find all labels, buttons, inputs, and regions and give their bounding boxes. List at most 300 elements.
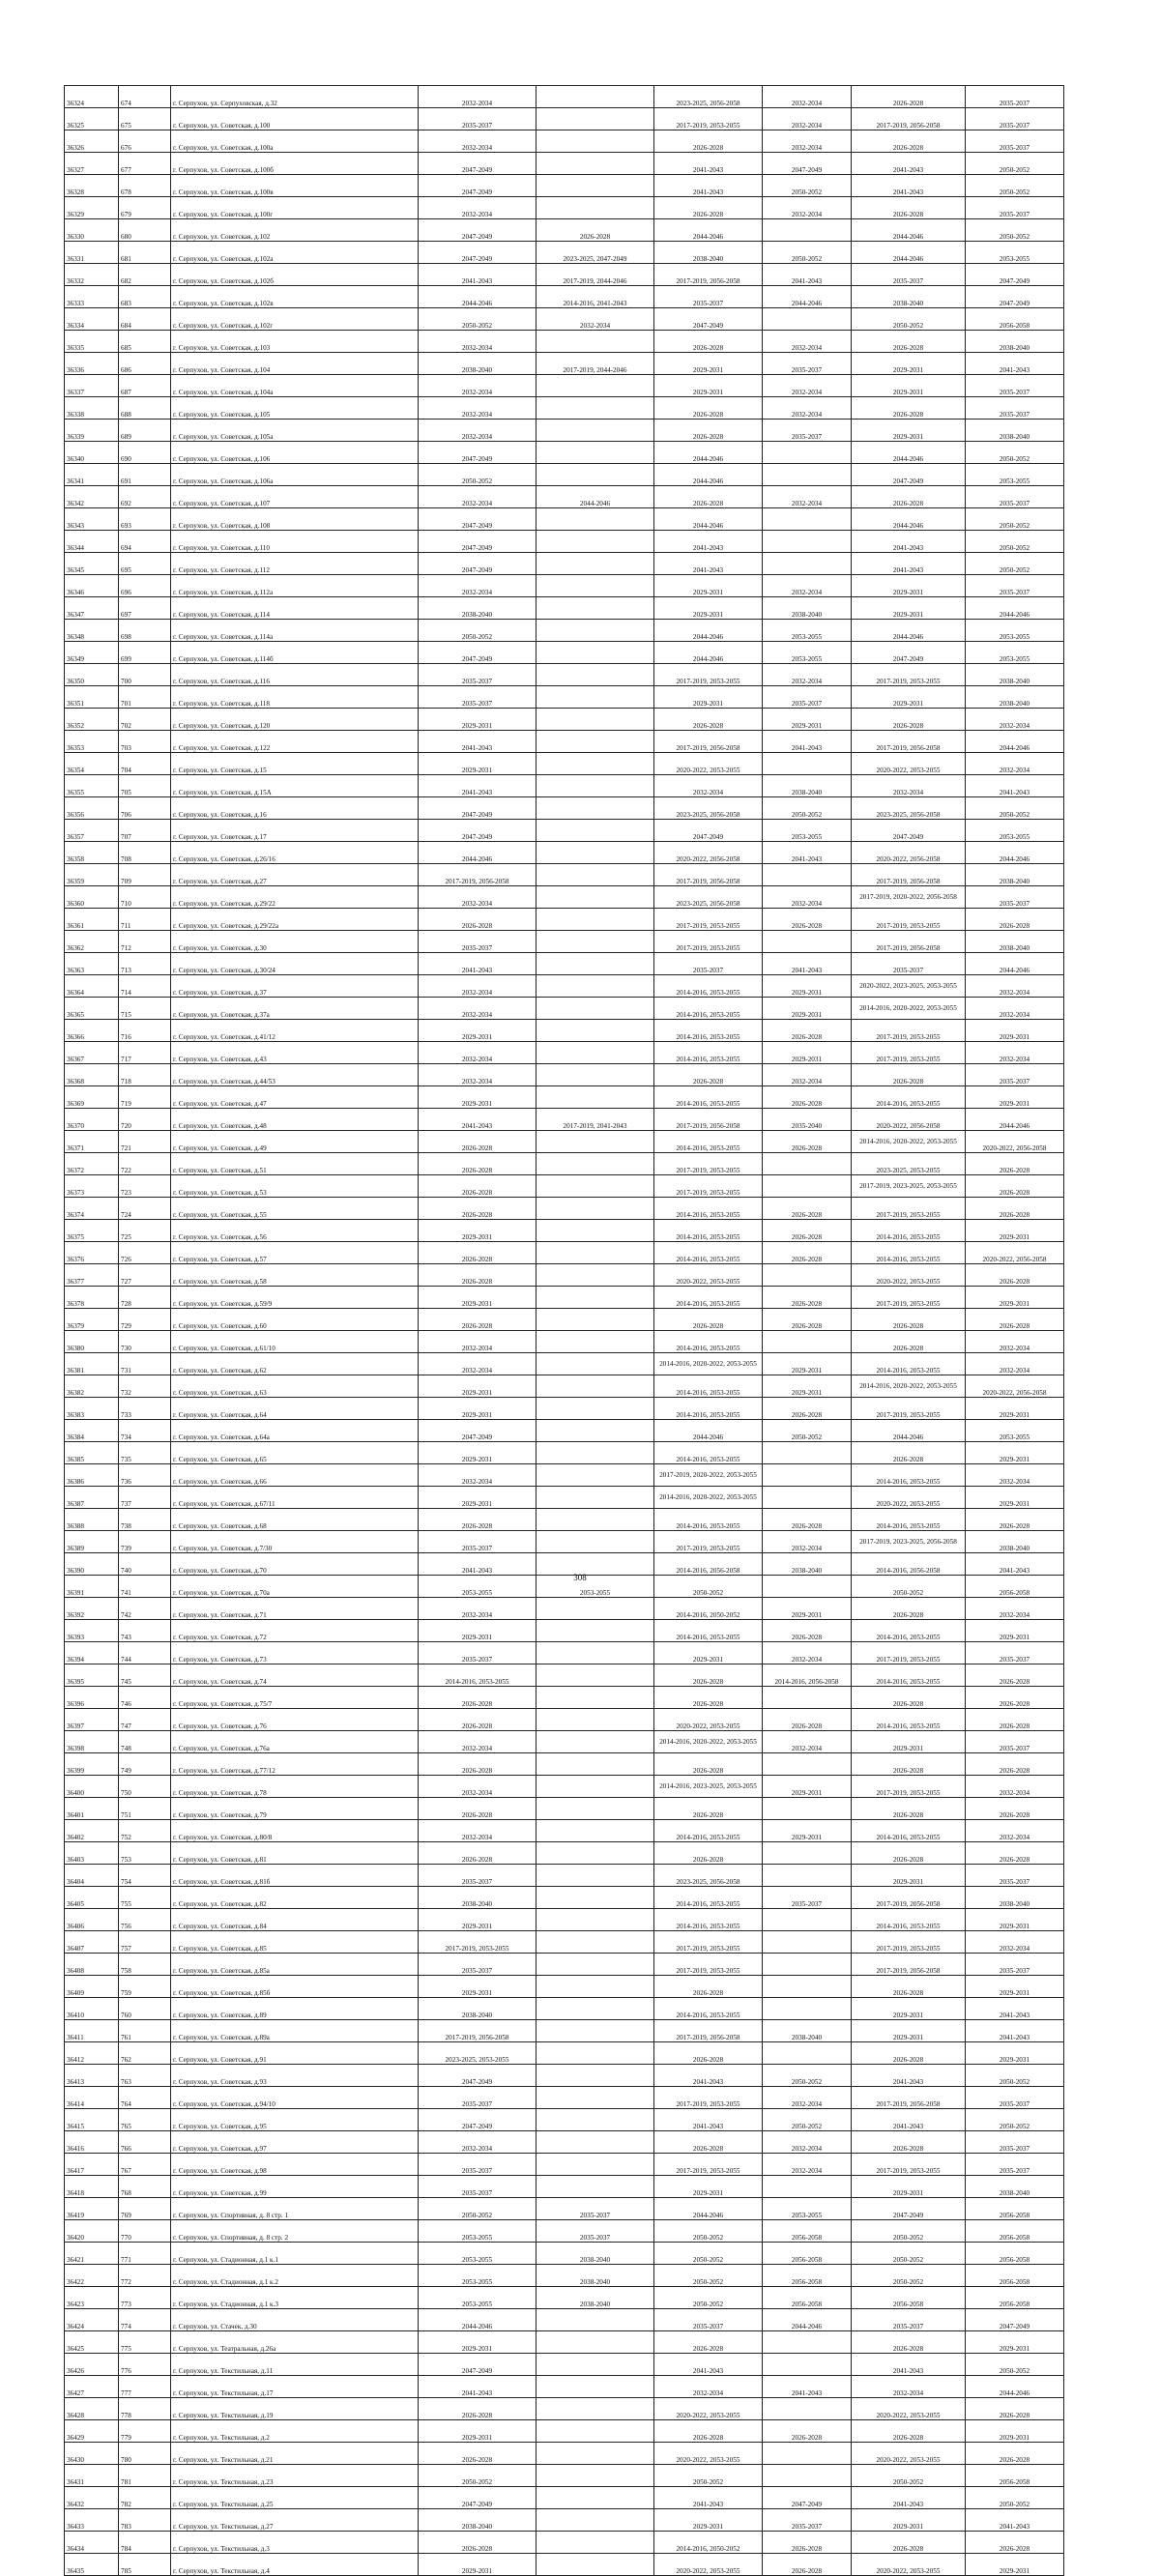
cell-row-id: 36379	[65, 1309, 119, 1331]
cell-period-3: 2029-2031	[654, 686, 763, 709]
cell-period-1: 2038-2040	[419, 1998, 536, 2020]
cell-item-number: 706	[119, 797, 171, 820]
cell-item-number: 688	[119, 397, 171, 420]
cell-item-number: 681	[119, 242, 171, 264]
cell-row-id: 36356	[65, 797, 119, 820]
cell-period-1: 2050-2052	[419, 308, 536, 331]
cell-address: г. Серпухов, ул. Советская, д.29/22	[171, 886, 419, 909]
cell-row-id: 36414	[65, 2087, 119, 2109]
cell-period-5: 2020-2022, 2053-2055	[852, 1487, 966, 1509]
cell-item-number: 702	[119, 709, 171, 731]
cell-period-2	[536, 575, 654, 597]
cell-period-2: 2038-2040	[536, 2243, 654, 2265]
cell-period-1: 2035-2037	[419, 1531, 536, 1553]
cell-period-6: 2029-2031	[966, 1620, 1064, 1642]
cell-period-6: 2038-2040	[966, 664, 1064, 686]
cell-period-3: 2026-2028	[654, 1664, 763, 1687]
cell-period-6: 2032-2034	[966, 1042, 1064, 1064]
cell-period-6: 2056-2058	[966, 2465, 1064, 2487]
cell-period-1: 2038-2040	[419, 597, 536, 620]
cell-period-3: 2014-2016, 2053-2055	[654, 1398, 763, 1420]
cell-period-1: 2047-2049	[419, 242, 536, 264]
cell-period-2	[536, 2354, 654, 2376]
cell-period-3: 2014-2016, 2053-2055	[654, 975, 763, 998]
cell-item-number: 743	[119, 1620, 171, 1642]
cell-row-id: 36385	[65, 1442, 119, 1464]
cell-period-4: 2026-2028	[763, 1198, 852, 1220]
cell-item-number: 745	[119, 1664, 171, 1687]
cell-period-2	[536, 1487, 654, 1509]
cell-period-3: 2044-2046	[654, 2198, 763, 2220]
table-row	[65, 508, 1064, 531]
cell-period-2	[536, 709, 654, 731]
cell-period-1: 2032-2034	[419, 1331, 536, 1353]
cell-row-id: 36373	[65, 1175, 119, 1198]
cell-period-5: 2026-2028	[852, 197, 966, 219]
cell-item-number: 763	[119, 2065, 171, 2087]
cell-period-1: 2026-2028	[419, 1687, 536, 1709]
cell-period-1: 2032-2034	[419, 1064, 536, 1086]
cell-address: г. Серпухов, ул. Спортивная, д. 8 стр. 1	[171, 2198, 419, 2220]
table-row	[65, 2065, 1064, 2087]
cell-item-number: 719	[119, 1086, 171, 1109]
cell-address: г. Серпухов, ул. Советская, д.98	[171, 2154, 419, 2176]
cell-period-3: 2023-2025, 2056-2058	[654, 86, 763, 108]
cell-row-id: 36391	[65, 1576, 119, 1598]
cell-period-2: 2023-2025, 2047-2049	[536, 242, 654, 264]
table-row	[65, 2176, 1064, 2198]
cell-address: г. Серпухов, ул. Советская, д.44/53	[171, 1064, 419, 1086]
cell-period-4: 2026-2028	[763, 1287, 852, 1309]
cell-period-2	[536, 1842, 654, 1865]
cell-period-5: 2026-2028	[852, 1331, 966, 1353]
schedule-table	[64, 85, 1064, 2576]
cell-period-4: 2047-2049	[763, 153, 852, 175]
cell-period-1: 2029-2031	[419, 1086, 536, 1109]
cell-row-id: 36334	[65, 308, 119, 331]
cell-item-number: 748	[119, 1731, 171, 1753]
cell-period-5: 2026-2028	[852, 2420, 966, 2443]
cell-address: г. Серпухов, ул. Советская, д.122	[171, 731, 419, 753]
cell-period-5: 2032-2034	[852, 2376, 966, 2398]
cell-period-5: 2014-2016, 2053-2055	[852, 1242, 966, 1264]
cell-period-5: 2014-2016, 2056-2058	[852, 1553, 966, 1576]
cell-period-6: 2056-2058	[966, 2198, 1064, 2220]
cell-item-number: 744	[119, 1642, 171, 1664]
cell-period-2	[536, 553, 654, 575]
cell-period-5: 2017-2019, 2053-2055	[852, 1042, 966, 1064]
cell-period-5: 2017-2019, 2053-2055	[852, 1931, 966, 1954]
cell-period-2	[536, 464, 654, 486]
cell-row-id: 36417	[65, 2154, 119, 2176]
cell-period-2	[536, 375, 654, 397]
cell-item-number: 727	[119, 1264, 171, 1287]
cell-period-2: 2038-2040	[536, 2287, 654, 2309]
cell-period-4: 2032-2034	[763, 2131, 852, 2154]
cell-period-5: 2038-2040	[852, 286, 966, 308]
cell-period-5: 2044-2046	[852, 620, 966, 642]
cell-period-3: 2014-2016, 2020-2022, 2053-2055	[654, 1353, 763, 1375]
cell-period-1: 2041-2043	[419, 775, 536, 797]
cell-address: г. Серпухов, ул. Советская, д.106а	[171, 464, 419, 486]
cell-period-2: 2053-2055	[536, 1576, 654, 1598]
cell-period-3: 2017-2019, 2020-2022, 2053-2055	[654, 1464, 763, 1487]
cell-item-number: 678	[119, 175, 171, 197]
cell-period-6: 2050-2052	[966, 2065, 1064, 2087]
cell-address: г. Серпухов, ул. Стадионная, д.1 к.3	[171, 2287, 419, 2309]
table-row	[65, 353, 1064, 375]
cell-period-5: 2029-2031	[852, 375, 966, 397]
cell-period-3: 2014-2016, 2053-2055	[654, 1020, 763, 1042]
cell-period-6: 2044-2046	[966, 597, 1064, 620]
cell-item-number: 779	[119, 2420, 171, 2443]
cell-item-number: 676	[119, 130, 171, 153]
cell-period-3: 2035-2037	[654, 2309, 763, 2331]
cell-period-1: 2026-2028	[419, 2443, 536, 2465]
cell-period-4: 2035-2040	[763, 1109, 852, 1131]
table-row	[65, 1020, 1064, 1042]
cell-period-5: 2017-2019, 2056-2058	[852, 1887, 966, 1909]
cell-address: г. Серпухов, ул. Советская, д.102в	[171, 286, 419, 308]
cell-address: г. Серпухов, ул. Советская, д.100в	[171, 175, 419, 197]
cell-period-3: 2050-2052	[654, 2243, 763, 2265]
cell-period-3: 2014-2016, 2053-2055	[654, 1998, 763, 2020]
table-row	[65, 2131, 1064, 2154]
cell-period-4: 2029-2031	[763, 1820, 852, 1842]
cell-period-2	[536, 953, 654, 975]
cell-period-5: 2026-2028	[852, 130, 966, 153]
table-row	[65, 1531, 1064, 1553]
table-row	[65, 2465, 1064, 2487]
cell-period-2	[536, 1309, 654, 1331]
table-row	[65, 664, 1064, 686]
cell-period-6: 2050-2052	[966, 2487, 1064, 2509]
cell-period-1: 2029-2031	[419, 1398, 536, 1420]
cell-period-4: 2032-2034	[763, 2087, 852, 2109]
cell-item-number: 725	[119, 1220, 171, 1242]
cell-row-id: 36359	[65, 864, 119, 886]
cell-period-4: 2041-2043	[763, 842, 852, 864]
cell-period-5: 2041-2043	[852, 553, 966, 575]
cell-period-4: 2050-2052	[763, 242, 852, 264]
cell-period-2	[536, 731, 654, 753]
cell-row-id: 36344	[65, 531, 119, 553]
cell-address: г. Серпухов, ул. Советская, д.53	[171, 1175, 419, 1198]
cell-period-3: 2044-2046	[654, 464, 763, 486]
cell-period-2	[536, 175, 654, 197]
cell-period-4	[763, 1753, 852, 1776]
cell-period-2	[536, 508, 654, 531]
cell-row-id: 36411	[65, 2020, 119, 2042]
cell-item-number: 703	[119, 731, 171, 753]
cell-row-id: 36369	[65, 1086, 119, 1109]
table-row	[65, 686, 1064, 709]
cell-item-number: 761	[119, 2020, 171, 2042]
table-row	[65, 331, 1064, 353]
cell-period-5: 2029-2031	[852, 2509, 966, 2532]
cell-item-number: 694	[119, 531, 171, 553]
table-row	[65, 842, 1064, 864]
cell-period-3: 2014-2016, 2050-2052	[654, 2532, 763, 2554]
cell-period-1: 2032-2034	[419, 975, 536, 998]
cell-row-id: 36401	[65, 1798, 119, 1820]
cell-period-4: 2053-2055	[763, 620, 852, 642]
cell-period-1: 2026-2028	[419, 1198, 536, 1220]
cell-row-id: 36351	[65, 686, 119, 709]
cell-row-id: 36386	[65, 1464, 119, 1487]
cell-period-6: 2032-2034	[966, 998, 1064, 1020]
cell-period-6: 2035-2037	[966, 575, 1064, 597]
cell-period-5: 2020-2022, 2053-2055	[852, 753, 966, 775]
cell-period-5: 2041-2043	[852, 2065, 966, 2087]
cell-address: г. Серпухов, ул. Советская, д.64	[171, 1398, 419, 1420]
cell-period-4	[763, 1954, 852, 1976]
cell-row-id: 36342	[65, 486, 119, 508]
table-row	[65, 1242, 1064, 1264]
cell-item-number: 759	[119, 1976, 171, 1998]
cell-item-number: 701	[119, 686, 171, 709]
cell-period-1: 2032-2034	[419, 2131, 536, 2154]
table-row	[65, 1375, 1064, 1398]
cell-item-number: 677	[119, 153, 171, 175]
cell-item-number: 781	[119, 2465, 171, 2487]
cell-period-4	[763, 1909, 852, 1931]
cell-address: г. Серпухов, ул. Советская, д.107	[171, 486, 419, 508]
cell-period-2: 2014-2016, 2041-2043	[536, 286, 654, 308]
cell-period-3: 2035-2037	[654, 286, 763, 308]
cell-row-id: 36332	[65, 264, 119, 286]
cell-address: г. Серпухов, ул. Советская, д.102б	[171, 264, 419, 286]
cell-item-number: 686	[119, 353, 171, 375]
cell-period-6: 2038-2040	[966, 2176, 1064, 2198]
cell-period-6: 2041-2043	[966, 2509, 1064, 2532]
cell-row-id: 36412	[65, 2042, 119, 2065]
cell-item-number: 747	[119, 1709, 171, 1731]
cell-period-4: 2026-2028	[763, 1242, 852, 1264]
cell-period-6: 2056-2058	[966, 2220, 1064, 2243]
cell-period-3: 2041-2043	[654, 531, 763, 553]
cell-period-3: 2026-2028	[654, 197, 763, 219]
cell-period-6: 2056-2058	[966, 2287, 1064, 2309]
table-row	[65, 1887, 1064, 1909]
cell-address: г. Серпухов, ул. Советская, д.103	[171, 331, 419, 353]
table-row	[65, 1931, 1064, 1954]
cell-period-4	[763, 508, 852, 531]
cell-period-4	[763, 531, 852, 553]
cell-period-1: 2038-2040	[419, 2509, 536, 2532]
cell-period-5: 2014-2016, 2053-2055	[852, 1220, 966, 1242]
cell-period-2	[536, 2042, 654, 2065]
cell-item-number: 717	[119, 1042, 171, 1064]
cell-period-5: 2017-2019, 2056-2058	[852, 108, 966, 130]
cell-item-number: 751	[119, 1798, 171, 1820]
cell-item-number: 757	[119, 1931, 171, 1954]
cell-period-4	[763, 553, 852, 575]
cell-period-4: 2038-2040	[763, 597, 852, 620]
cell-period-2	[536, 1175, 654, 1198]
cell-period-3: 2026-2028	[654, 2131, 763, 2154]
cell-item-number: 755	[119, 1887, 171, 1909]
cell-period-2: 2017-2019, 2044-2046	[536, 264, 654, 286]
cell-row-id: 36366	[65, 1020, 119, 1042]
table-row	[65, 219, 1064, 242]
cell-period-1: 2035-2037	[419, 108, 536, 130]
cell-item-number: 680	[119, 219, 171, 242]
cell-period-5: 2050-2052	[852, 2243, 966, 2265]
table-row	[65, 797, 1064, 820]
cell-period-1: 2026-2028	[419, 1175, 536, 1198]
cell-period-2	[536, 2309, 654, 2331]
cell-period-2	[536, 1531, 654, 1553]
cell-period-4: 2026-2028	[763, 909, 852, 931]
cell-period-1: 2032-2034	[419, 486, 536, 508]
table-row	[65, 1420, 1064, 1442]
cell-period-2	[536, 2487, 654, 2509]
cell-address: г. Серпухов, ул. Советская, д.72	[171, 1620, 419, 1642]
cell-period-6: 2038-2040	[966, 420, 1064, 442]
cell-period-6: 2032-2034	[966, 753, 1064, 775]
table-row	[65, 2287, 1064, 2309]
cell-period-5: 2017-2019, 2020-2022, 2056-2058	[852, 886, 966, 909]
cell-row-id: 36341	[65, 464, 119, 486]
cell-period-1: 2026-2028	[419, 1153, 536, 1175]
cell-row-id: 36358	[65, 842, 119, 864]
cell-period-4: 2041-2043	[763, 264, 852, 286]
cell-address: г. Серпухов, ул. Серпуховская, д.32	[171, 86, 419, 108]
cell-period-6: 2038-2040	[966, 1887, 1064, 1909]
cell-item-number: 682	[119, 264, 171, 286]
cell-period-5: 2050-2052	[852, 1576, 966, 1598]
cell-item-number: 741	[119, 1576, 171, 1598]
cell-address: г. Серпухов, ул. Советская, д.29/22а	[171, 909, 419, 931]
cell-period-1: 2032-2034	[419, 1776, 536, 1798]
cell-address: г. Серпухов, ул. Советская, д.49	[171, 1131, 419, 1153]
cell-row-id: 36380	[65, 1331, 119, 1353]
table-row	[65, 2554, 1064, 2576]
cell-period-3: 2029-2031	[654, 2509, 763, 2532]
page-number: 308	[573, 1573, 587, 1582]
table-row	[65, 2154, 1064, 2176]
cell-period-4: 2056-2058	[763, 2220, 852, 2243]
cell-period-2	[536, 1887, 654, 1909]
cell-period-3: 2017-2019, 2053-2055	[654, 1153, 763, 1175]
cell-period-6: 2032-2034	[966, 709, 1064, 731]
cell-item-number: 716	[119, 1020, 171, 1042]
cell-period-3: 2014-2016, 2053-2055	[654, 1909, 763, 1931]
cell-period-3: 2050-2052	[654, 2465, 763, 2487]
cell-period-2	[536, 2398, 654, 2420]
cell-period-5: 2017-2019, 2056-2058	[852, 2087, 966, 2109]
cell-period-2	[536, 864, 654, 886]
cell-period-4	[763, 219, 852, 242]
cell-period-5: 2041-2043	[852, 2354, 966, 2376]
cell-row-id: 36384	[65, 1420, 119, 1442]
cell-period-3: 2014-2016, 2023-2025, 2053-2055	[654, 1776, 763, 1798]
cell-item-number: 775	[119, 2331, 171, 2354]
cell-period-6: 2029-2031	[966, 2554, 1064, 2576]
cell-period-5: 2026-2028	[852, 2532, 966, 2554]
cell-period-2: 2017-2019, 2044-2046	[536, 353, 654, 375]
cell-period-2	[536, 2376, 654, 2398]
cell-address: г. Серпухов, ул. Советская, д.76а	[171, 1731, 419, 1753]
cell-period-4: 2026-2028	[763, 1086, 852, 1109]
cell-period-6: 2041-2043	[966, 1553, 1064, 1576]
cell-period-1: 2032-2034	[419, 1464, 536, 1487]
cell-period-1: 2029-2031	[419, 1287, 536, 1309]
table-row	[65, 2331, 1064, 2354]
cell-period-1: 2014-2016, 2053-2055	[419, 1664, 536, 1687]
cell-period-2	[536, 1331, 654, 1353]
cell-address: г. Серпухов, ул. Советская, д.84	[171, 1909, 419, 1931]
cell-period-6: 2020-2022, 2056-2058	[966, 1131, 1064, 1153]
cell-period-4: 2032-2034	[763, 86, 852, 108]
cell-row-id: 36421	[65, 2243, 119, 2265]
cell-period-5: 2026-2028	[852, 1064, 966, 1086]
cell-address: г. Серпухов, ул. Текстильная, д.2	[171, 2420, 419, 2443]
cell-period-3: 2026-2028	[654, 397, 763, 420]
cell-period-2	[536, 2554, 654, 2576]
cell-period-1: 2050-2052	[419, 2465, 536, 2487]
cell-period-4: 2050-2052	[763, 797, 852, 820]
cell-period-3: 2014-2016, 2053-2055	[654, 1442, 763, 1464]
cell-period-5: 2047-2049	[852, 642, 966, 664]
cell-address: г. Серпухов, ул. Советская, д.85б	[171, 1976, 419, 1998]
cell-period-5: 2047-2049	[852, 2198, 966, 2220]
table-row	[65, 975, 1064, 998]
cell-period-3: 2026-2028	[654, 1309, 763, 1331]
cell-period-5: 2020-2022, 2056-2058	[852, 1109, 966, 1131]
cell-period-3: 2014-2016, 2053-2055	[654, 998, 763, 1020]
cell-period-1: 2053-2055	[419, 2287, 536, 2309]
cell-item-number: 766	[119, 2131, 171, 2154]
cell-item-number: 696	[119, 575, 171, 597]
cell-address: г. Серпухов, ул. Текстильная, д.4	[171, 2554, 419, 2576]
cell-address: г. Серпухов, ул. Советская, д.70а	[171, 1576, 419, 1598]
cell-row-id: 36362	[65, 931, 119, 953]
cell-period-1: 2038-2040	[419, 353, 536, 375]
cell-period-5: 2017-2019, 2053-2055	[852, 1776, 966, 1798]
cell-item-number: 736	[119, 1464, 171, 1487]
cell-period-5: 2023-2025, 2056-2058	[852, 797, 966, 820]
cell-address: г. Серпухов, ул. Советская, д.77/12	[171, 1753, 419, 1776]
cell-row-id: 36331	[65, 242, 119, 264]
cell-period-3: 2014-2016, 2053-2055	[654, 1242, 763, 1264]
cell-period-3: 2026-2028	[654, 1687, 763, 1709]
cell-row-id: 36404	[65, 1865, 119, 1887]
cell-period-5: 2026-2028	[852, 486, 966, 508]
cell-period-6: 2029-2031	[966, 1398, 1064, 1420]
cell-period-4: 2032-2034	[763, 197, 852, 219]
table-row	[65, 1598, 1064, 1620]
cell-period-1: 2047-2049	[419, 219, 536, 242]
cell-period-6: 2041-2043	[966, 353, 1064, 375]
cell-period-2	[536, 1086, 654, 1109]
cell-item-number: 734	[119, 1420, 171, 1442]
cell-period-3: 2041-2043	[654, 2109, 763, 2131]
cell-period-2: 2032-2034	[536, 308, 654, 331]
cell-period-6: 2026-2028	[966, 1264, 1064, 1287]
cell-period-5: 2035-2037	[852, 953, 966, 975]
cell-address: г. Серпухов, ул. Советская, д.95	[171, 2109, 419, 2131]
cell-period-6: 2029-2031	[966, 1487, 1064, 1509]
table-row	[65, 753, 1064, 775]
table-row	[65, 420, 1064, 442]
cell-address: г. Серпухов, ул. Советская, д.114	[171, 597, 419, 620]
cell-period-4	[763, 931, 852, 953]
cell-period-3: 2032-2034	[654, 2376, 763, 2398]
cell-period-4	[763, 1998, 852, 2020]
cell-period-3: 2035-2037	[654, 953, 763, 975]
